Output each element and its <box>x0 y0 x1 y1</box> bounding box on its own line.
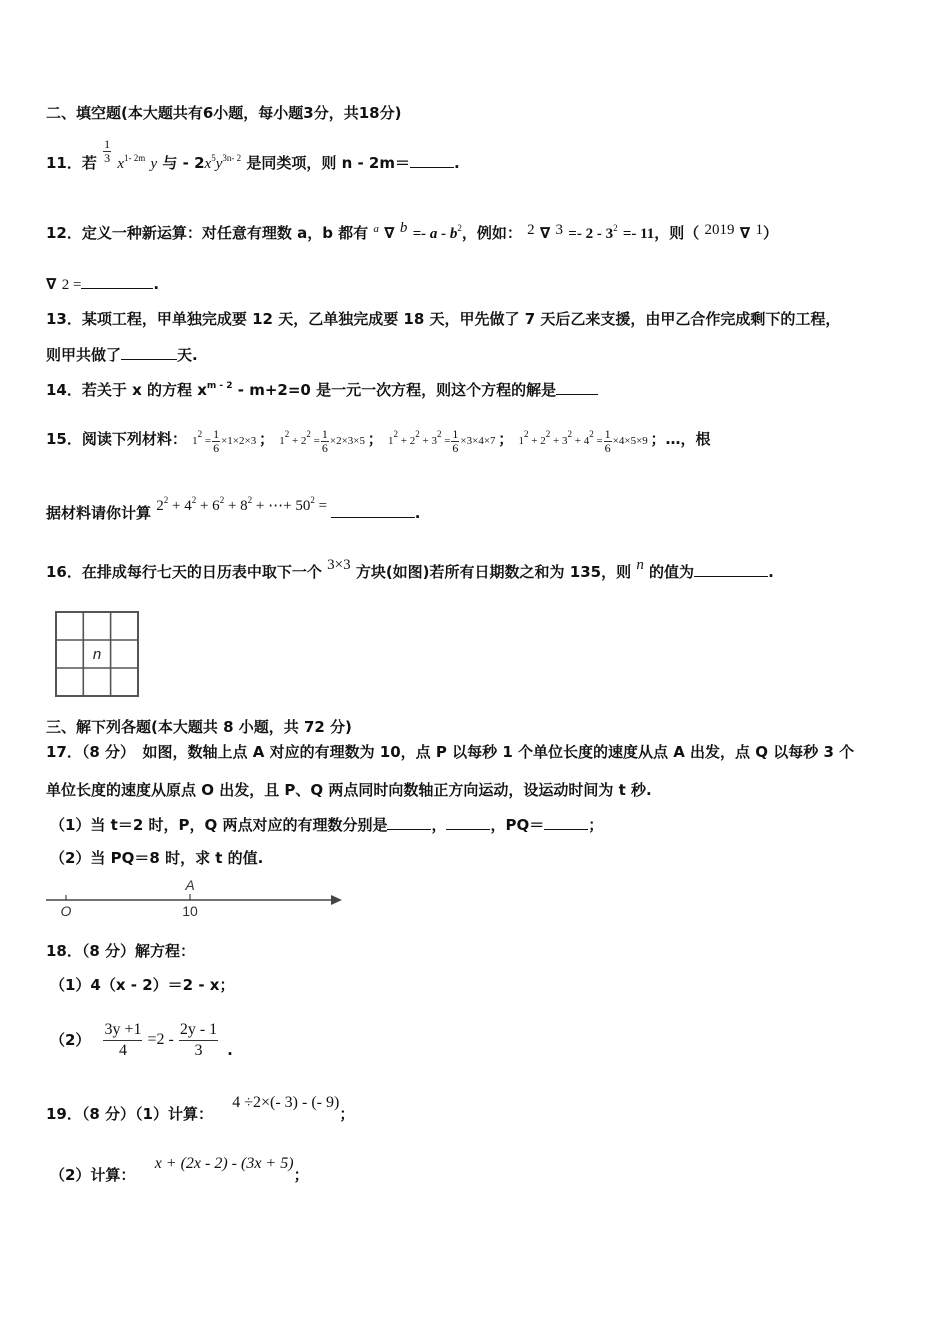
q12-a: a <box>373 223 379 235</box>
question-12 <box>46 220 778 245</box>
q17-p1a: （1）当 t＝2 时，P，Q 两点对应的有理数分别是 <box>50 816 388 834</box>
q16-calendar-grid <box>54 610 140 698</box>
q15-sep3: ； <box>498 430 514 449</box>
q19-p2-expr: x + (2x - 2) - (3x + 5) <box>154 1155 294 1172</box>
q14-exp: m - 2 <box>206 381 233 391</box>
q12-ask-a: 2019 <box>704 222 735 238</box>
q15-end: . <box>414 504 421 522</box>
q12-answer-blank[interactable] <box>81 274 153 289</box>
q17-blank-1[interactable] <box>387 815 431 830</box>
q19-p1-expr: 4 ÷2×(- 3) - (- 9) <box>232 1094 340 1111</box>
grid-center-label: n <box>92 646 102 663</box>
q11-mid: 与 - 2 <box>162 154 205 172</box>
q16-block: 3×3 <box>327 557 351 573</box>
q17-blank-2[interactable] <box>446 815 490 830</box>
q11-y2: y <box>215 156 223 172</box>
question-17-line1: 17．（8 分） 如图，数轴上点 A 对应的有理数为 10，点 P 以每秒 1 个单位长度的速度从点 A 出发，点 Q 以每秒 3 个 <box>46 743 855 761</box>
q18-end: . <box>227 1041 233 1059</box>
section2-heading: 二、填空题(本大题共有6小题，每小题3分，共18分) <box>46 104 402 122</box>
question-11 <box>46 137 460 177</box>
q15-answer-blank[interactable] <box>331 503 415 518</box>
q14-answer-blank[interactable] <box>556 380 598 395</box>
question-12-line2 <box>46 274 159 295</box>
q16-text-b: 方块(如图)若所有日期数之和为 135，则 <box>355 563 632 581</box>
q17-p1sep: ， <box>431 816 447 834</box>
q18-den2: 3 <box>194 1041 203 1059</box>
axis-arrow-icon <box>331 895 342 905</box>
q11-x: x <box>117 156 125 172</box>
q12-nabla: ∇ <box>384 224 395 242</box>
question-16 <box>46 557 774 583</box>
question-13-line2 <box>46 345 198 365</box>
q18-mid: =2 - <box>147 1031 174 1048</box>
q16-text-c: 的值为 <box>649 563 695 581</box>
q12-end: . <box>153 275 160 293</box>
question-15-line2 <box>46 495 421 525</box>
q15-eq2: $1^2 + 2^2$ = $\frac{1}{6}$ ×2×3×5 <box>279 427 366 455</box>
q11-coef-fraction <box>103 138 111 165</box>
q18-num1: 3y +1 <box>103 1020 142 1041</box>
q17-blank-3[interactable] <box>544 815 588 830</box>
q15-line2-label: 据材料请你计算 <box>46 504 152 522</box>
q12-ask-b: 1 <box>755 222 763 238</box>
q12-ex-nabla: ∇ <box>539 224 551 242</box>
q15-sep2: ； <box>367 430 383 449</box>
question-17-part2: （2）当 PQ＝8 时，求 t 的值. <box>50 849 264 867</box>
q12-line2-b: 2 = <box>61 277 82 293</box>
q11-tail: 是同类项，则 n - 2m＝ <box>246 154 410 172</box>
q15-dots: ；…，根 <box>650 430 711 449</box>
q11-y: y <box>150 156 158 172</box>
q11-coef-den: 3 <box>104 151 111 165</box>
q12-ask-nabla: ∇ <box>739 224 751 242</box>
q11-x-exp: 1- 2m <box>124 153 146 163</box>
q12-def-exp: 2 <box>457 223 462 233</box>
q15-eq4: $1^2 + 2^2 + 3^2 + 4^2$ = $\frac{1}{6}$ ×4×5×9 <box>518 427 648 455</box>
question-18-part1: （1）4（x - 2）＝2 - x； <box>50 976 235 994</box>
q14-text-b: - m+2=0 是一元一次方程，则这个方程的解是 <box>232 381 557 399</box>
q17-p1b: ，PQ＝ <box>490 816 545 834</box>
q12-ex-rhs: =- 2 - 3 <box>568 226 614 242</box>
question-19-part2 <box>50 1155 309 1186</box>
q18-den1: 4 <box>118 1041 127 1059</box>
q18-fraction-1 <box>103 1020 142 1061</box>
q12-example-label: ，例如： <box>461 224 522 242</box>
q16-n: n <box>636 557 644 573</box>
q12-then: ，则（ <box>654 224 700 242</box>
question-15 <box>46 428 711 455</box>
q15-sum: $2^2 + 4^2 + 6^2 + 8^2$ + ⋯+ $50^2$ = <box>156 495 328 514</box>
q12-number: 12．定义一种新运算：对任意有理数 a，b 都有 <box>46 224 369 242</box>
q11-coef-num: 1 <box>104 137 111 151</box>
q19-p2-end: ； <box>293 1166 309 1184</box>
q13-answer-blank[interactable] <box>121 345 177 360</box>
q12-ex-exp: 2 <box>613 223 618 233</box>
q11-end: . <box>453 154 460 172</box>
question-17-part1 <box>50 815 603 835</box>
q17-p1end: ； <box>588 816 604 834</box>
q13-line2b: 天. <box>177 346 198 364</box>
q11-answer-blank[interactable] <box>410 153 454 168</box>
q12-ex-b: 3 <box>555 222 564 238</box>
question-18-part2 <box>50 1020 233 1060</box>
q12-line2-nabla: ∇ <box>46 275 57 293</box>
q15-eq3: $1^2 + 2^2 + 3^2$ = $\frac{1}{6}$ ×3×4×7 <box>388 427 496 455</box>
q18-fraction-2 <box>179 1020 218 1061</box>
q19-p1-label: 19．（8 分）（1）计算： <box>46 1105 213 1123</box>
section3-heading: 三、解下列各题(本大题共 8 小题，共 72 分) <box>46 718 352 736</box>
axis-ten-label: 10 <box>182 903 198 919</box>
q15-eq1: $1^2$ = $\frac{1}{6}$ ×1×2×3 <box>192 427 257 455</box>
q16-answer-blank[interactable] <box>694 562 768 577</box>
q13-line2a: 则甲共做了 <box>46 346 122 364</box>
question-13-line1: 13．某项工程，甲单独完成要 12 天，乙单独完成要 18 天，甲先做了 7 天后乙来支援，由甲乙合作完成剩下的工程， <box>46 310 841 328</box>
q19-p2-label: （2）计算： <box>50 1166 136 1184</box>
q18-p2-label: （2） <box>50 1031 91 1049</box>
question-19-part1 <box>46 1094 355 1125</box>
q12-ex-lhs: 2 <box>527 222 535 238</box>
q12-def-rhs: =- a - b <box>412 226 458 242</box>
q12-b: b <box>399 220 408 236</box>
q17-number-line <box>44 876 348 922</box>
q18-num2: 2y - 1 <box>179 1020 218 1041</box>
q12-ex-result: =- 11 <box>622 226 655 242</box>
q14-text-a: 14．若关于 x 的方程 x <box>46 381 207 399</box>
q11-x2: x <box>204 156 212 172</box>
q19-p1-end: ； <box>339 1105 355 1123</box>
question-14 <box>46 380 598 403</box>
q15-sep1: ； <box>258 430 274 449</box>
q11-number: 11．若 <box>46 154 97 172</box>
axis-origin-label: O <box>60 903 72 919</box>
q11-y2-exp: 3n- 2 <box>222 153 242 163</box>
axis-point-a-label: A <box>185 877 195 893</box>
question-17-line2: 单位长度的速度从原点 O 出发，且 P、Q 两点同时向数轴正方向运动，设运动时间为 t 秒. <box>46 781 652 799</box>
q12-close: ） <box>762 224 778 242</box>
question-18-title: 18．（8 分）解方程： <box>46 942 196 960</box>
q16-text-a: 16．在排成每行七天的日历表中取下一个 <box>46 563 322 581</box>
q11-x2-exp: 5 <box>211 153 216 163</box>
q15-label: 15．阅读下列材料： <box>46 430 187 449</box>
q16-end: . <box>768 563 774 581</box>
